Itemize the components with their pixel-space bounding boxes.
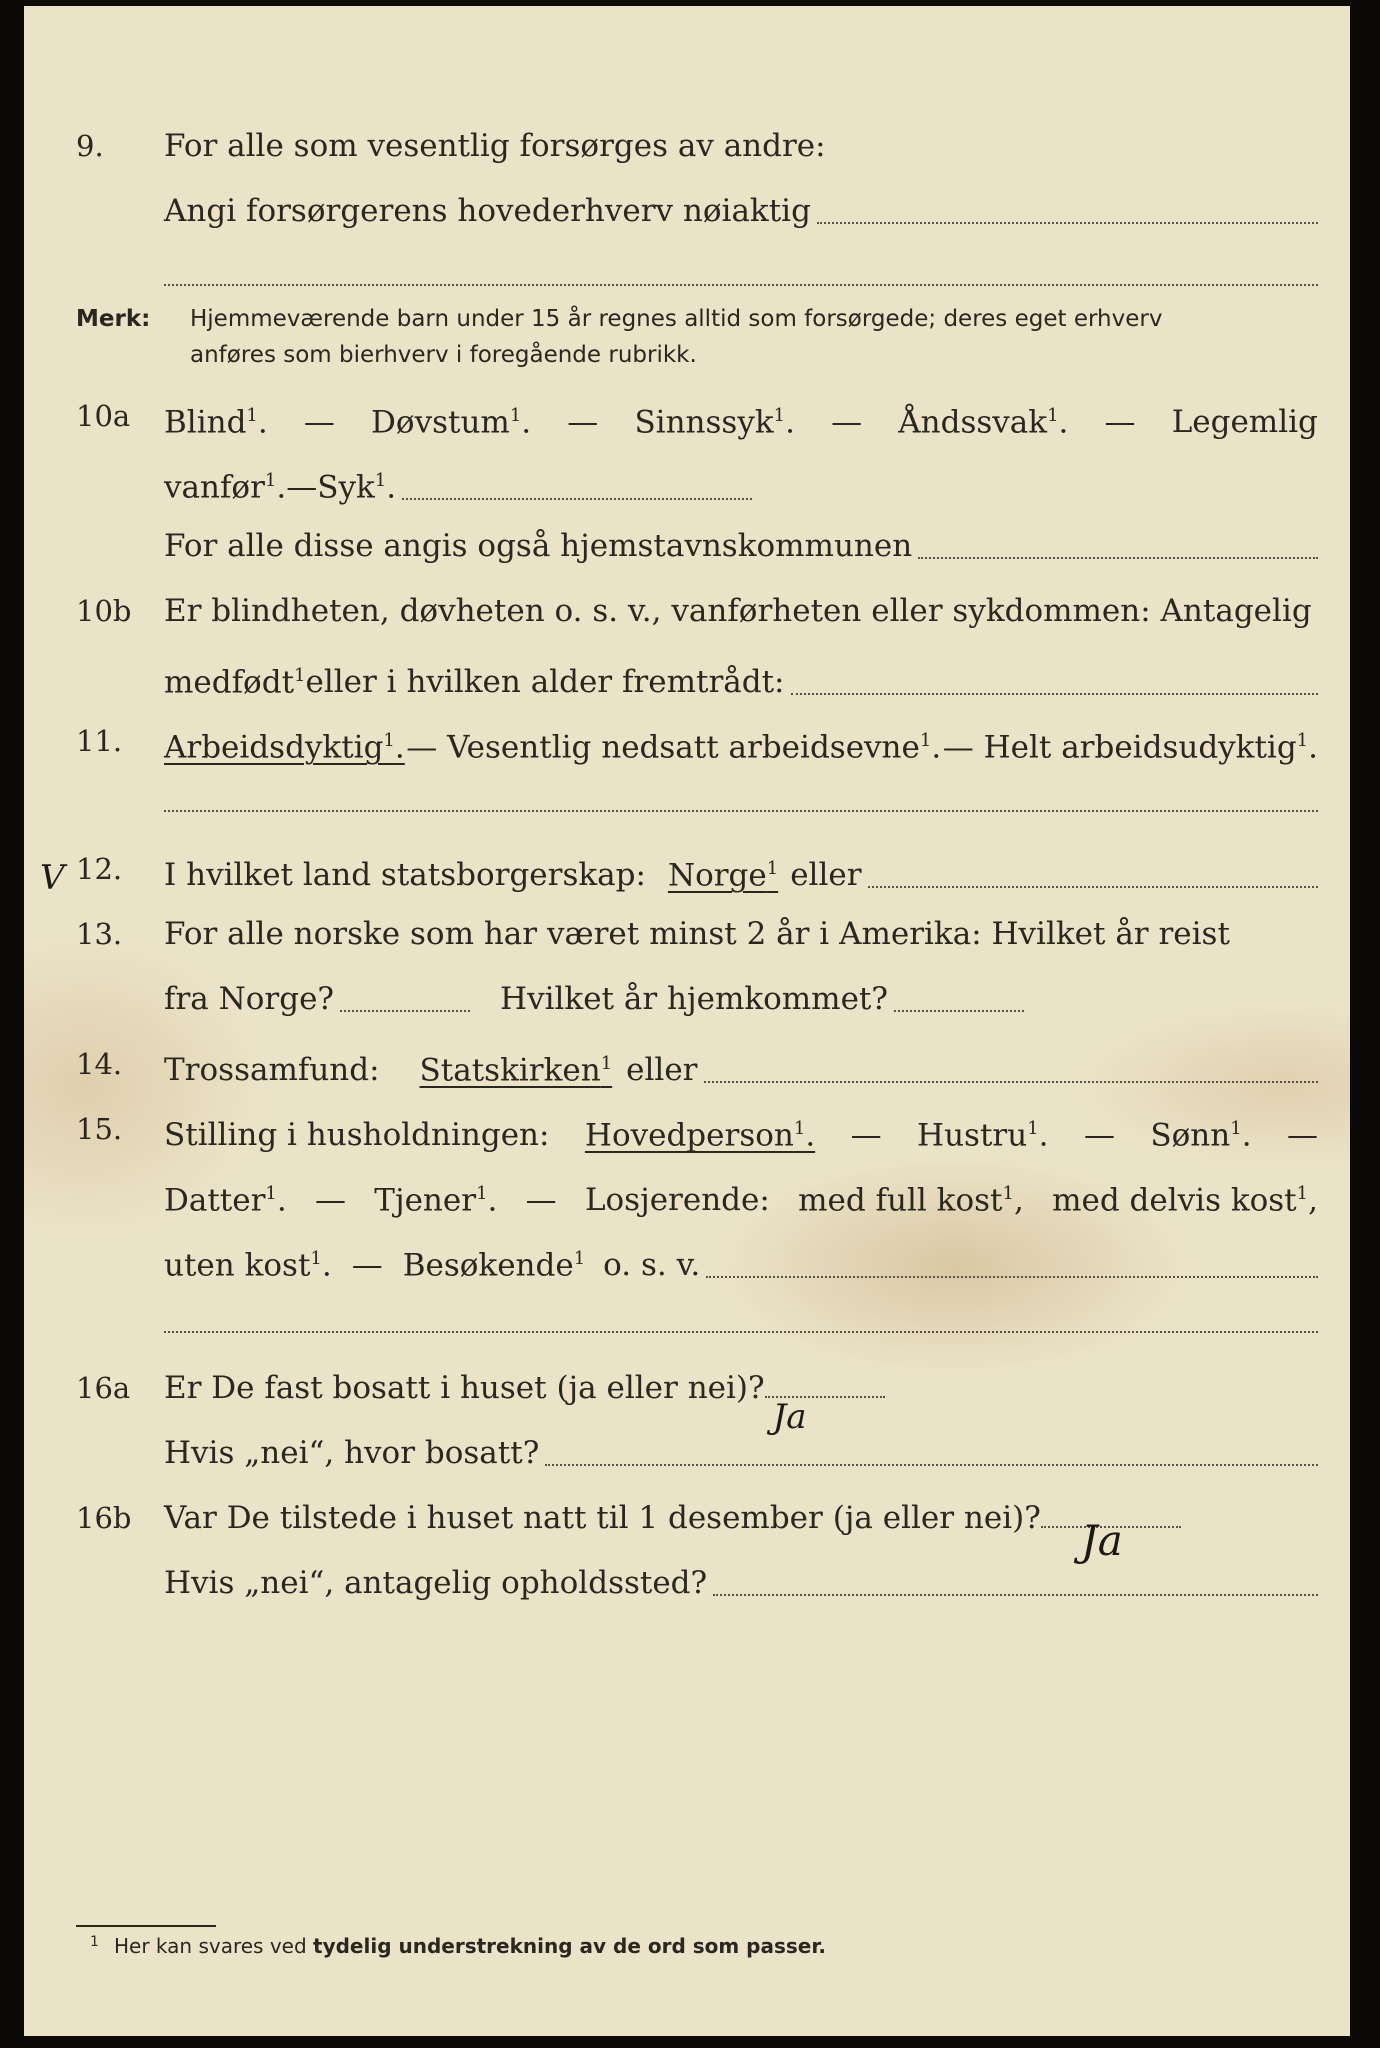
- dash: —: [525, 1182, 557, 1219]
- answer-line-religion[interactable]: [704, 1080, 1319, 1083]
- item-15-line2: [24, 1169, 1350, 1219]
- item-16b-question: Var De tilstede i huset natt til 1 desember (ja eller nei)?: [164, 1500, 1041, 1536]
- dash: —: [850, 1117, 882, 1154]
- item-text: [164, 909, 1318, 959]
- item-9-row: [24, 121, 1350, 171]
- dash: —: [567, 404, 599, 441]
- option-able-to-work[interactable]: Arbeidsdyktig$^1$.: [164, 729, 405, 766]
- item-16b-row: [24, 1493, 1350, 1565]
- item-10a-home-municipality: For alle disse angis også hjemstavnskommunen: [164, 528, 913, 564]
- or-label: eller: [626, 1052, 698, 1089]
- item-text: [164, 1104, 1318, 1160]
- answer-line-where-resident[interactable]: [545, 1463, 1318, 1466]
- item-9-question: For alle som vesentlig forsørges av andre:: [164, 128, 826, 164]
- item-text: [164, 1428, 1318, 1478]
- item-10a-row: [24, 391, 1350, 441]
- item-16a-line2: [24, 1428, 1350, 1478]
- item-number: 13.: [76, 917, 123, 951]
- answer-line-household-position[interactable]: [706, 1275, 1318, 1278]
- item-13-left-norway: fra Norge?: [164, 981, 335, 1017]
- footnote-bold-text: tydelig understrekning av de ord som passer.: [313, 1934, 826, 1958]
- or-label: eller: [790, 857, 862, 894]
- option-unable-to-work[interactable]: — Helt arbeidsudyktig$^1$.: [942, 729, 1318, 766]
- item-text: [164, 1558, 1318, 1608]
- item-text: [164, 844, 1318, 900]
- item-10a-line2: [24, 456, 1350, 506]
- option-servant[interactable]: Tjener$^1$.: [374, 1182, 498, 1219]
- handwritten-answer-ja: Ja: [772, 1397, 807, 1437]
- item-text: [164, 974, 1318, 1024]
- footnote-text: Her kan svares ved: [114, 1934, 314, 1958]
- item-10b-line2: [24, 651, 1350, 701]
- option-partial-board[interactable]: med delvis kost$^1$,: [1052, 1182, 1318, 1219]
- item-16b-line2: [24, 1558, 1350, 1608]
- etc-label: o. s. v.: [603, 1247, 701, 1284]
- item-12-row: [24, 844, 1350, 894]
- option-son[interactable]: Sønn$^1$.: [1150, 1117, 1252, 1154]
- dash: —: [351, 1247, 383, 1284]
- lodger-label: Losjerende:: [584, 1182, 770, 1219]
- option-reduced-capacity[interactable]: — Vesentlig nedsatt arbeidsevne$^1$.: [406, 729, 942, 766]
- note-line-2: anføres som bierhverv i foregående rubrikk.: [190, 342, 697, 368]
- note-label: Merk:: [76, 306, 151, 332]
- item-10a-line3: [24, 521, 1350, 571]
- answer-line-sick[interactable]: [402, 497, 752, 500]
- option-head-of-household[interactable]: Hovedperson$^1$.: [584, 1117, 816, 1154]
- item-16b-location: Hvis „nei“, antagelig opholdssted?: [164, 1565, 708, 1601]
- item-number: 15.: [76, 1112, 123, 1146]
- item-text: [164, 1493, 1318, 1565]
- item-text: [164, 121, 1318, 171]
- dash: —: [303, 404, 335, 441]
- answer-line-home-municipality[interactable]: [918, 556, 1318, 559]
- item-11-row: [24, 716, 1350, 766]
- option-sick[interactable]: Syk$^1$.: [317, 469, 397, 506]
- answer-line-onset-age[interactable]: [791, 692, 1318, 695]
- option-daughter[interactable]: Datter$^1$.: [164, 1182, 287, 1219]
- item-16a-where: Hvis „nei“, hvor bosatt?: [164, 1435, 540, 1471]
- option-blind[interactable]: Blind$^1$.: [164, 404, 268, 441]
- item-16a-question: Er De fast bosatt i huset (ja eller nei)?: [164, 1370, 765, 1406]
- item-13-question: For alle norske som har været minst 2 år i Amerika: Hvilket år reist: [164, 916, 1230, 952]
- item-number: 12.: [76, 852, 123, 886]
- option-congenital[interactable]: medfødt$^1$: [164, 664, 306, 701]
- census-form-page: [24, 6, 1350, 2036]
- item-16a-row: [24, 1363, 1350, 1437]
- item-text: [164, 1039, 1318, 1095]
- item-text: [164, 651, 1318, 707]
- item-12-question: I hvilket land statsborgerskap:: [164, 857, 646, 894]
- item-text: [164, 1169, 1318, 1225]
- option-insane[interactable]: Sinnssyk$^1$.: [634, 404, 795, 441]
- option-norway[interactable]: Norge$^1$: [667, 857, 779, 894]
- handwritten-answer-ja: Ja: [1080, 1516, 1123, 1565]
- item-10b-question: Er blindheten, døvheten o. s. v., vanførheten eller sykdommen: Antagelig: [164, 593, 1312, 629]
- item-9-question-2: Angi forsørgerens hovederhverv nøiaktig: [164, 193, 811, 229]
- item-text: [164, 586, 1318, 636]
- item-15-question: Stilling i husholdningen:: [164, 1117, 550, 1154]
- item-text: [164, 1234, 1318, 1290]
- option-deaf-mute[interactable]: Døvstum$^1$.: [371, 404, 532, 441]
- item-number: 11.: [76, 724, 123, 758]
- option-no-board[interactable]: uten kost$^1$.: [164, 1247, 332, 1284]
- item-number: 10b: [76, 594, 132, 628]
- option-state-church[interactable]: Statskirken$^1$: [419, 1052, 613, 1089]
- item-text: [164, 521, 1318, 571]
- item-text: [164, 456, 1318, 512]
- footnote: [90, 1931, 826, 1961]
- item-number: 14.: [76, 1047, 123, 1081]
- note-line-1: Hjemmeværende barn under 15 år regnes alltid som forsørgede; deres eget erhverv: [190, 306, 1163, 332]
- answer-line-provider-occupation[interactable]: [817, 221, 1318, 224]
- answer-line-blank[interactable]: [164, 284, 1318, 286]
- item-number: 9.: [76, 129, 104, 163]
- item-14-row: [24, 1039, 1350, 1089]
- answer-line-citizenship[interactable]: [868, 885, 1318, 888]
- option-mentally-disabled[interactable]: Åndssvak$^1$.: [898, 404, 1069, 441]
- footnote-marker: 1: [90, 1934, 99, 1950]
- item-text: [164, 1363, 1318, 1437]
- option-visitor[interactable]: Besøkende$^1$: [402, 1247, 586, 1284]
- dash: —: [831, 404, 863, 441]
- dash: —: [1286, 1117, 1318, 1154]
- dash: —: [1083, 1117, 1115, 1154]
- item-15-line3: [24, 1234, 1350, 1284]
- dash: —: [286, 469, 318, 506]
- item-number: 16a: [76, 1371, 131, 1405]
- option-crippled[interactable]: vanfør$^1$.: [164, 469, 287, 506]
- item-text: [164, 716, 1318, 772]
- item-14-question: Trossamfund:: [164, 1052, 380, 1089]
- item-text: [164, 186, 1318, 236]
- item-15-row: [24, 1104, 1350, 1154]
- answer-line-year-returned[interactable]: [894, 1009, 1024, 1012]
- item-13-returned: Hvilket år hjemkommet?: [500, 981, 889, 1017]
- item-13-line2: [24, 974, 1350, 1024]
- handwritten-checkmark: V: [40, 858, 65, 898]
- option-physically[interactable]: Legemlig: [1171, 404, 1318, 441]
- item-13-row: [24, 909, 1350, 959]
- answer-line-location[interactable]: [713, 1593, 1318, 1596]
- dash: —: [315, 1182, 347, 1219]
- answer-line-blank[interactable]: [164, 810, 1318, 812]
- answer-line-year-left[interactable]: [340, 1009, 470, 1012]
- item-number: 16b: [76, 1501, 132, 1535]
- option-full-board[interactable]: med full kost$^1$,: [798, 1182, 1024, 1219]
- item-10b-row: [24, 586, 1350, 636]
- item-10b-question-2: eller i hvilken alder fremtrådt:: [305, 664, 785, 701]
- note-text: [190, 301, 1316, 373]
- item-9-line2: [24, 186, 1350, 236]
- dash: —: [1104, 404, 1136, 441]
- option-wife[interactable]: Hustru$^1$.: [917, 1117, 1049, 1154]
- answer-line-blank[interactable]: [164, 1331, 1318, 1333]
- item-number: 10a: [76, 399, 131, 433]
- item-text: [164, 391, 1318, 447]
